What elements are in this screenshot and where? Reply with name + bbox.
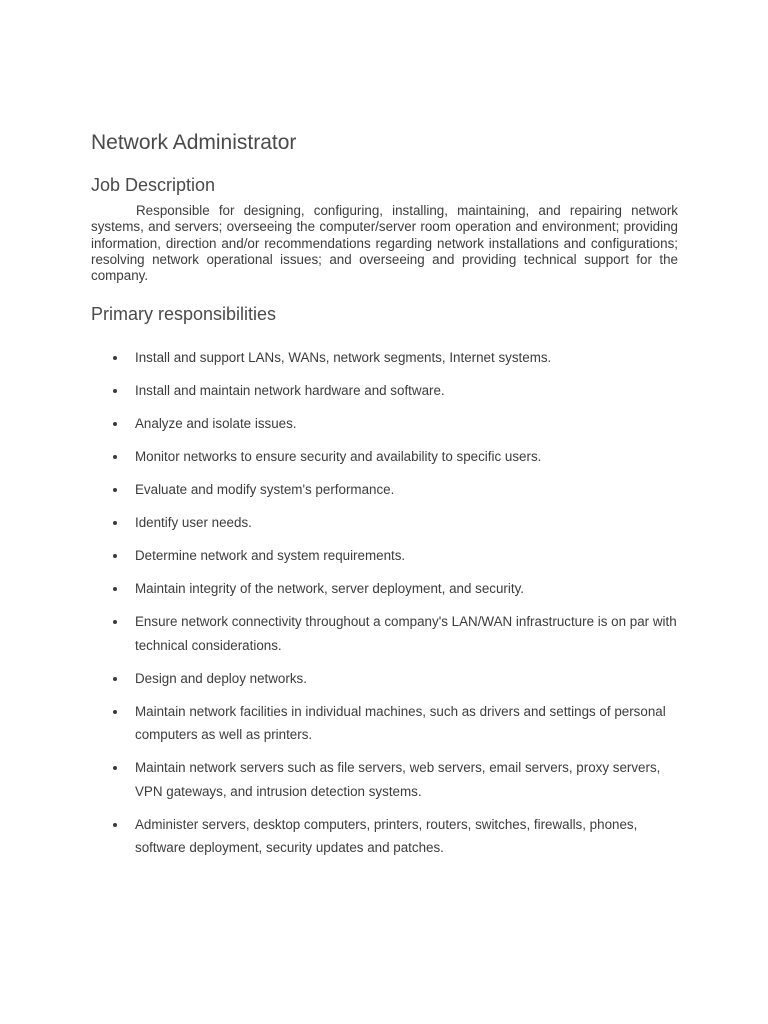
bullet-icon — [113, 554, 117, 558]
list-item — [91, 577, 678, 601]
list-item-text: Maintain integrity of the network, server deployment, and security. — [135, 581, 525, 597]
bullet-icon — [113, 823, 117, 827]
bullet-icon — [113, 455, 117, 459]
bullet-icon — [113, 521, 117, 525]
list-item — [91, 379, 678, 403]
bullet-icon — [113, 488, 117, 492]
page-title: Network Administrator — [91, 131, 297, 154]
list-item — [91, 445, 678, 469]
list-item — [91, 610, 678, 657]
list-item-text: Determine network and system requirements. — [135, 548, 406, 564]
list-item-text: Ensure network connectivity throughout a company's LAN/WAN infrastructure is on par with technical considerations. — [135, 614, 677, 653]
list-item — [91, 544, 678, 568]
list-item-text: Install and support LANs, WANs, network segments, Internet systems. — [135, 350, 552, 366]
list-item-text: Install and maintain network hardware and software. — [135, 383, 445, 399]
list-item — [91, 478, 678, 502]
list-item-text: Identify user needs. — [135, 515, 252, 531]
primary-responsibilities-heading: Primary responsibilities — [91, 304, 277, 325]
bullet-icon — [113, 356, 117, 360]
list-item — [91, 700, 678, 747]
bullet-icon — [113, 587, 117, 591]
list-item — [91, 756, 678, 803]
bullet-icon — [113, 710, 117, 714]
list-item — [91, 667, 678, 691]
bullet-icon — [113, 766, 117, 770]
document-page — [91, 128, 678, 869]
responsibilities-list — [91, 346, 678, 860]
list-item — [91, 511, 678, 535]
list-item — [91, 813, 678, 860]
job-description-text: Responsible for designing, configuring, installing, maintaining, and repairing network systems, and servers; overseeing the computer/server room operation and environment; providing information, direction and/or recommendations regarding network installations and configurations; resolving network operational issues; and overseeing and providing technical support for the company. — [91, 203, 678, 284]
bullet-icon — [113, 389, 117, 393]
list-item-text: Monitor networks to ensure security and availability to specific users. — [135, 449, 542, 465]
bullet-icon — [113, 422, 117, 426]
bullet-icon — [113, 620, 117, 624]
job-description-heading: Job Description — [91, 175, 216, 195]
list-item-text: Maintain network facilities in individual machines, such as drivers and settings of personal computers as well as printers. — [135, 703, 666, 743]
list-item — [91, 346, 678, 370]
list-item-text: Analyze and isolate issues. — [135, 416, 297, 432]
list-item — [91, 412, 678, 436]
list-item-text: Design and deploy networks. — [135, 670, 307, 686]
list-item-text: Evaluate and modify system's performance. — [135, 482, 395, 498]
bullet-icon — [113, 677, 117, 681]
list-item-text: Administer servers, desktop computers, printers, routers, switches, firewalls, phones, software deployment, security updates and patches. — [135, 816, 638, 856]
list-item-text: Maintain network servers such as file servers, web servers, email servers, proxy servers, VPN gateways, and intrusion detection systems. — [135, 760, 661, 799]
